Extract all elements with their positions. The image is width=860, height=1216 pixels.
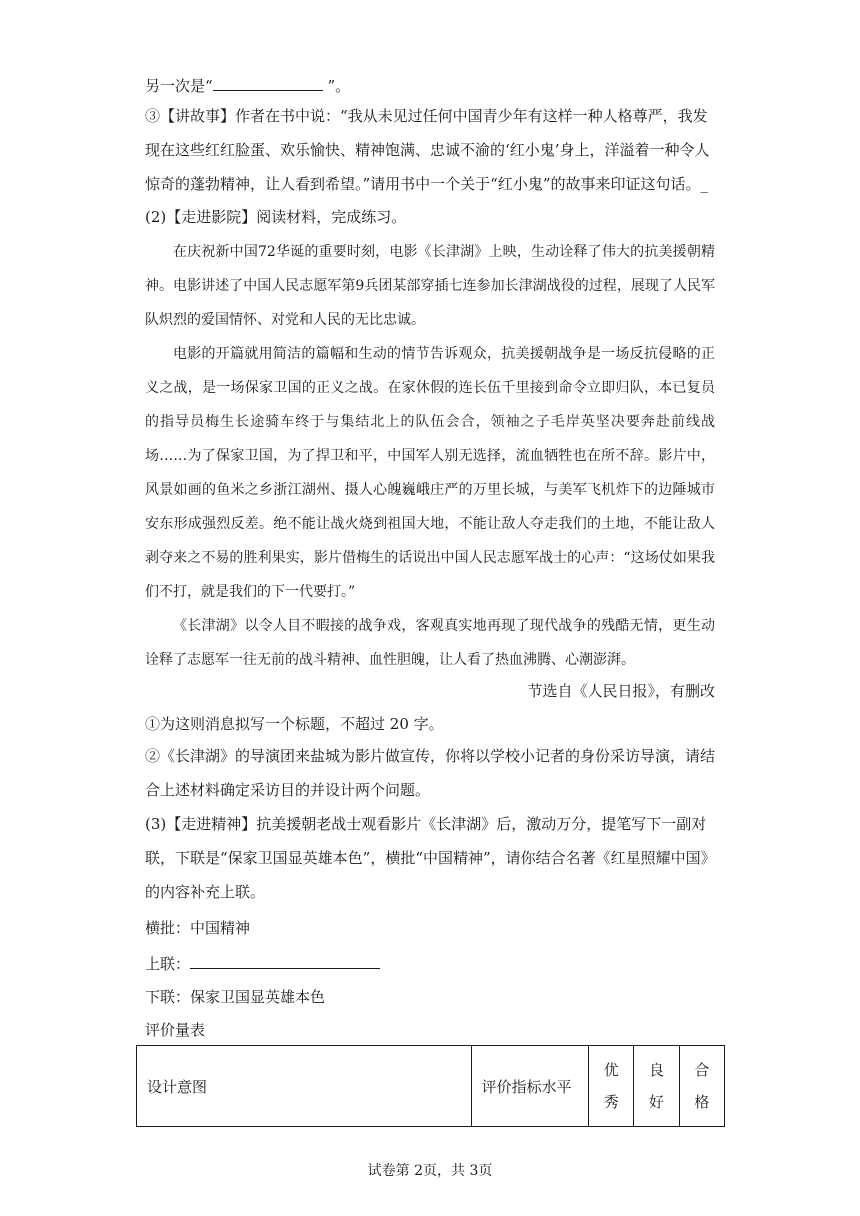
task-1: ①为这则消息拟写一个标题，不超过 20 字。 [145,715,444,733]
story-line: ③【讲故事】作者在书中说：“我从未见过任何中国青少年有这样一种人格尊严，我发 [145,107,708,125]
shanglian-label: 上联： [145,955,191,973]
cell-evaluation-level: 评价指标水平 [471,1046,589,1127]
xialian: 下联：保家卫国显英雄本色 [145,988,326,1006]
table-title: 评价量表 [145,1021,206,1039]
article-source: 节选自《人民日报》，有删改 [527,682,715,700]
task-2: ②《长津湖》的导演团来盐城为影片做宣传，你将以学校小记者的身份采访导演，请结合上述材料确定采访目的并设计两个问题。 [145,747,716,799]
story-line: 现在这些红红脸蛋、欢乐愉快、精神饱满、忠诚不渝的‘红小鬼’身上，洋溢着一种令人 [145,141,710,159]
cell-design-intent: 设计意图 [137,1046,472,1127]
cell-pass: 合格 [679,1046,724,1127]
answer-suffix: ”。 [322,77,351,95]
news-article [145,235,715,677]
q3-question: (3)【走进精神】抗美援朝老战士观看影片《长津湖》后，激动万分，提笔写下一副对联，下联是“保家卫国显英雄本色”，横批“中国精神”，请你结合名著《红星照耀中国》的内容补充上联。 [145,815,709,901]
answer-prefix: 另一次是“ [145,77,213,95]
hengpi: 横批：中国精神 [145,919,251,937]
q2-heading: (2)【走进影院】阅读材料，完成练习。 [145,208,407,226]
story-line: 惊奇的蓬勃精神，让人看到希望。”请用书中一个关于“红小鬼”的故事来印证这句话。_ [145,175,709,193]
article-paragraph: 在庆祝新中国72华诞的重要时刻，电影《长津湖》上映，生动诠释了伟大的抗美援朝精神。电影讲述了中国人民志愿军第9兵团某部穿插七连参加长津湖战役的过程，展现了人民军队炽烈的爱国情怀、对党和人民的无比忠诚。 [145,244,715,328]
shanglian-input[interactable] [190,952,380,969]
table-row [137,1046,725,1127]
page-footer: 试卷第 2页，共 3页 [367,1163,493,1179]
cell-good: 良好 [634,1046,679,1127]
answer-blank-1[interactable] [213,74,323,91]
story-question [145,99,715,201]
evaluation-table [136,1045,725,1127]
blank-line-prefix [145,74,350,96]
shanglian-row [145,952,380,974]
article-paragraph: 《长津湖》以令人目不暇接的战争戏，客观真实地再现了现代战争的残酷无情，更生动诠释了志愿军一往无前的战斗精神、血性胆魄，让人看了热血沸腾、心潮澎湃。 [145,618,715,668]
cell-excellent: 优秀 [589,1046,634,1127]
article-paragraph: 电影的开篇就用简洁的篇幅和生动的情节告诉观众，抗美援朝战争是一场反抗侵略的正义之战，是一场保家卫国的正义之战。在家休假的连长伍千里接到命令立即归队，本已复员的指导员梅生长途骑车终于与集结北上的队伍会合，领袖之子毛岸英坚决要奔赴前线战场……为了保家卫国，为了捍卫和平，中国军人别无选择，流血牺牲也在所不辞。影片中，风景如画的鱼米之乡浙江湖州、摄人心魄巍峨庄严的万里长城，与美军飞机炸下的边陲城市安东形成强烈反差。绝不能让战火烧到祖国大地，不能让敌人夺走我们的土地，不能让敌人剥夺来之不易的胜利果实，影片借梅生的话说出中国人民志愿军战士的心声：“这场仗如果我们不打，就是我们的下一代要打。” [145,346,715,600]
